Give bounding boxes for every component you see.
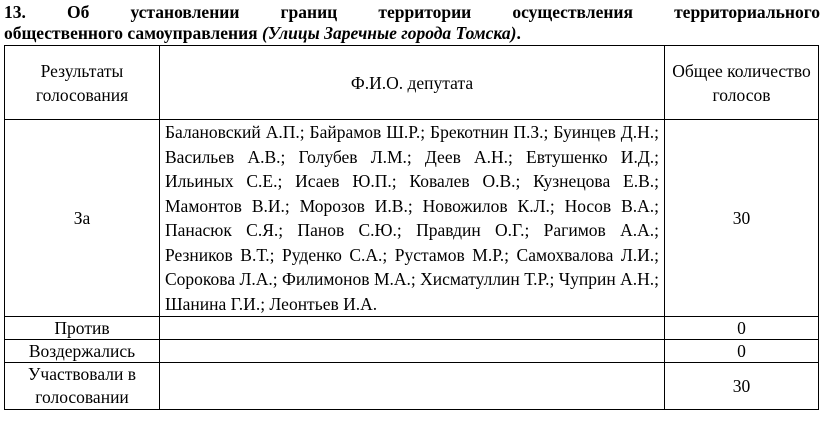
heading-text-line-2: общественного самоуправления <box>4 23 263 43</box>
heading-italic-subject: (Улицы Заречные города Томска) <box>262 23 517 43</box>
vote-count: 30 <box>665 120 819 317</box>
vote-count: 0 <box>665 317 819 340</box>
header-total-votes: Общее количество голосов <box>665 46 819 120</box>
result-label: Против <box>5 317 160 340</box>
deputy-list <box>160 340 665 363</box>
table-row-participated <box>5 363 819 410</box>
vote-count: 30 <box>665 363 819 410</box>
header-voting-results: Результаты голосования <box>5 46 160 120</box>
deputy-list <box>160 363 665 410</box>
heading-end: . <box>516 23 521 43</box>
table-row-against <box>5 317 819 340</box>
voting-results-table <box>4 45 819 410</box>
heading-line-1 <box>4 2 820 23</box>
result-label: Участвовали в голосовании <box>5 363 160 410</box>
deputy-list: Балановский А.П.; Байрамов Ш.Р.; Брекотнин П.З.; Буинцев Д.Н.; Васильев А.В.; Голубев Л.М.; Деев А.Н.; Евтушенко И.Д.; Ильиных С.Е.; Исаев Ю.П.; Ковалев О.В.; Кузнецова Е.В.; Мамонтов В.И.; Морозов И.В.; Новожилов К.Л.; Носов В.А.; Панасюк С.Я.; Панов С.Ю.; Правдин О.Г.; Рагимов А.А.; Резников В.Т.; Руденко С.А.; Рустамов М.Р.; Самохвалова Л.И.; Сорокова Л.А.; Филимонов М.А.; Хисматуллин Т.Р.; Чуприн А.Н.; Шанина Г.И.; Леонтьев И.А. <box>160 120 665 317</box>
heading-text-line-1: Об установлении границ территории осуществления территориального <box>66 2 820 22</box>
table-row-abstained <box>5 340 819 363</box>
table-header-row <box>5 46 819 120</box>
heading-number: 13. <box>4 2 26 22</box>
vote-count: 0 <box>665 340 819 363</box>
deputy-list <box>160 317 665 340</box>
item-heading <box>4 2 820 44</box>
table-row-for <box>5 120 819 317</box>
result-label: За <box>5 120 160 317</box>
header-deputy-name: Ф.И.О. депутата <box>160 46 665 120</box>
result-label: Воздержались <box>5 340 160 363</box>
